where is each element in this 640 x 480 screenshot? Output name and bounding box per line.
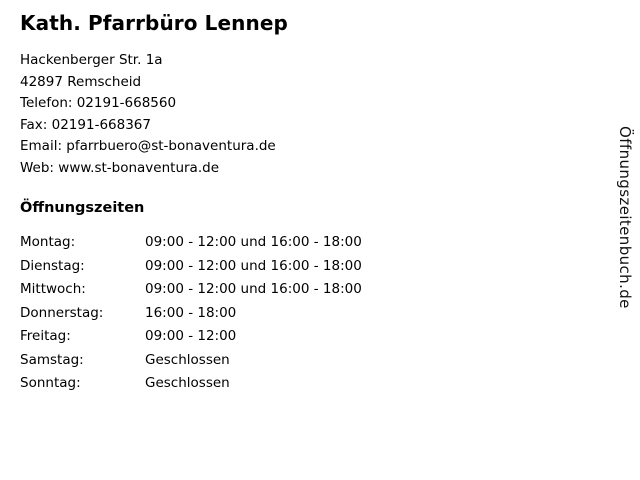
table-row: [20, 372, 362, 396]
contact-line-city: 42897 Remscheid: [20, 73, 142, 90]
watermark-label: Öffnungszeitenbuch.de: [616, 126, 634, 309]
day-label: Dienstag:: [20, 257, 85, 274]
table-row: [20, 325, 362, 349]
content-container: [20, 8, 580, 396]
day-label: Sonntag:: [20, 375, 81, 391]
contact-block: [20, 50, 580, 179]
day-label: Montag:: [20, 234, 76, 250]
table-row: [20, 278, 362, 302]
table-row: [20, 302, 362, 326]
time-value: 16:00 - 18:00: [145, 304, 237, 321]
day-label: Samstag:: [20, 351, 84, 368]
opening-hours-table: [20, 231, 362, 396]
time-value: 09:00 - 12:00: [145, 328, 237, 344]
opening-hours-heading: Öffnungszeiten: [20, 200, 145, 216]
table-row: [20, 231, 362, 255]
time-value: 09:00 - 12:00 und 16:00 - 18:00: [145, 234, 362, 250]
page-title: Kath. Pfarrbüro Lennep: [20, 11, 288, 35]
time-value: Geschlossen: [145, 375, 230, 391]
contact-line-street: Hackenberger Str. 1a: [20, 52, 163, 68]
contact-line-web: Web: www.st-bonaventura.de: [20, 159, 219, 176]
table-row: [20, 349, 362, 373]
contact-line-fax: Fax: 02191-668367: [20, 116, 151, 133]
time-value: 09:00 - 12:00 und 16:00 - 18:00: [145, 257, 362, 274]
time-value: 09:00 - 12:00 und 16:00 - 18:00: [145, 281, 362, 297]
contact-line-phone: Telefon: 02191-668560: [20, 95, 177, 111]
day-label: Mittwoch:: [20, 281, 86, 297]
day-label: Donnerstag:: [20, 304, 104, 321]
contact-line-email: Email: pfarrbuero@st-bonaventura.de: [20, 138, 276, 154]
table-row: [20, 255, 362, 279]
time-value: Geschlossen: [145, 351, 230, 368]
day-label: Freitag:: [20, 328, 71, 344]
